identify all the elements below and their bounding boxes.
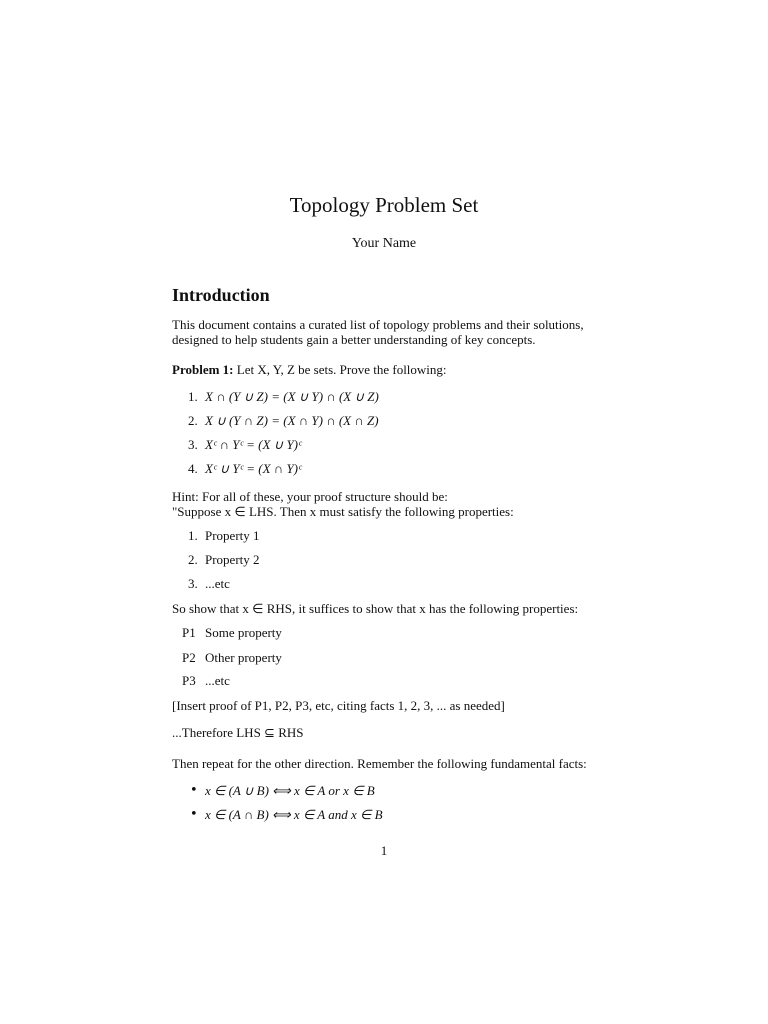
identity-formula: X ∪ (Y ∩ Z) = (X ∩ Y) ∩ (X ∩ Z) <box>205 413 379 428</box>
hint-suppose-line: "Suppose x ∈ LHS. Then x must satisfy the following properties: <box>172 504 514 519</box>
problem-label: Problem 1: <box>172 362 234 377</box>
identity-number: 1. <box>188 389 198 404</box>
page-number: 1 <box>380 843 388 858</box>
show-line: So show that x ∈ RHS, it suffices to show that x has the following properties: <box>172 601 579 616</box>
problem-statement <box>172 362 447 378</box>
property-number: 3. <box>188 576 198 591</box>
property-text: Property 2 <box>205 552 260 567</box>
document-title: Topology Problem Set <box>289 193 479 217</box>
problem-text: Let X, Y, Z be sets. Prove the following: <box>236 362 447 377</box>
identity-number: 2. <box>188 413 198 428</box>
p-item-label: P2 <box>182 650 196 665</box>
intro-paragraph: This document contains a curated list of topology problems and their solutions, designed to help students gain a better understanding of key concepts. <box>172 317 584 347</box>
fact-text: x ∈ (A ∩ B) ⟺ x ∈ A and x ∈ B <box>205 807 383 822</box>
p-item-text: Some property <box>205 625 282 640</box>
property-number: 2. <box>188 552 198 567</box>
bullet-marker: • <box>190 783 198 798</box>
p-item-label: P3 <box>182 673 196 688</box>
identity-formula: X ∩ (Y ∪ Z) = (X ∪ Y) ∩ (X ∪ Z) <box>205 389 379 404</box>
section-heading: Introduction <box>172 285 270 305</box>
repeat-line: Then repeat for the other direction. Remember the following fundamental facts: <box>172 756 587 771</box>
identity-number: 4. <box>188 461 198 476</box>
identity-formula: Xᶜ ∪ Yᶜ = (X ∩ Y)ᶜ <box>205 461 302 476</box>
therefore-line: ...Therefore LHS ⊆ RHS <box>172 725 304 740</box>
hint-line: Hint: For all of these, your proof structure should be: <box>172 489 448 504</box>
p-item-label: P1 <box>182 625 196 640</box>
property-number: 1. <box>188 528 198 543</box>
identity-number: 3. <box>188 437 198 452</box>
bullet-marker: • <box>190 807 198 822</box>
p-item-text: Other property <box>205 650 282 665</box>
fact-text: x ∈ (A ∪ B) ⟺ x ∈ A or x ∈ B <box>205 783 375 798</box>
property-text: ...etc <box>205 576 230 591</box>
p-item-text: ...etc <box>205 673 230 688</box>
identity-formula: Xᶜ ∩ Yᶜ = (X ∪ Y)ᶜ <box>205 437 302 452</box>
property-text: Property 1 <box>205 528 260 543</box>
document-author: Your Name <box>351 236 417 251</box>
insert-proof-line: [Insert proof of P1, P2, P3, etc, citing facts 1, 2, 3, ... as needed] <box>172 698 505 713</box>
